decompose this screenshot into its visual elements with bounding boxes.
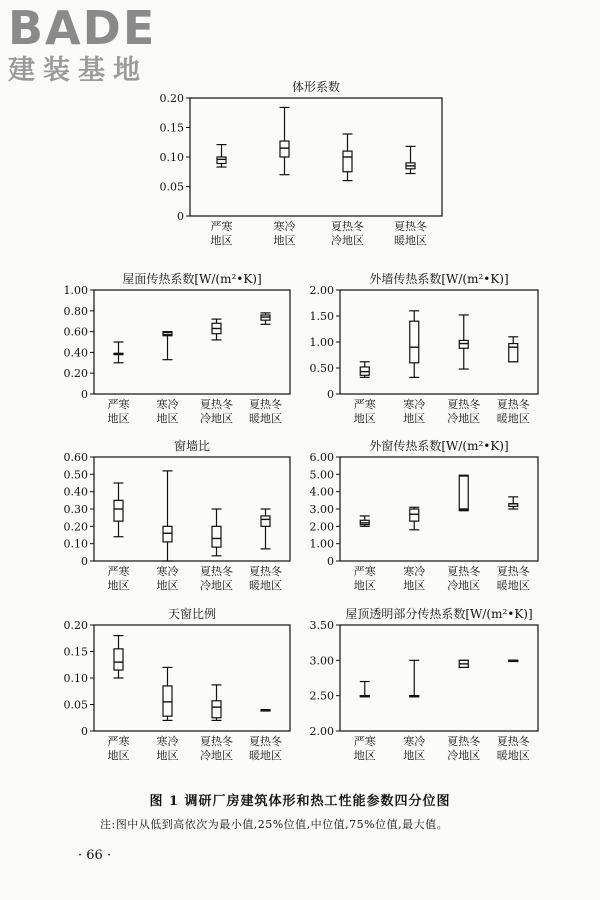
chart-title: 体形系数 — [291, 80, 341, 94]
x-category-label: 暖地区 — [496, 579, 530, 592]
x-category-label: 地区 — [353, 412, 376, 425]
box-iqr — [163, 526, 172, 542]
x-category-label: 夏热冬 — [249, 565, 282, 578]
y-tick-label: 0.20 — [63, 367, 88, 381]
box-iqr — [280, 141, 289, 157]
chart-title: 外墙传热系数[W/(m²•K)] — [369, 272, 509, 286]
x-category-label: 地区 — [403, 579, 426, 592]
y-tick-label: 0 — [81, 388, 88, 401]
x-category-label: 严寒 — [353, 398, 376, 411]
box-iqr — [163, 686, 172, 716]
x-category-label: 寒冷 — [403, 565, 426, 578]
chart-shape-coefficient — [150, 74, 450, 260]
chart-title: 屋面传热系数[W/(m²•K)] — [122, 272, 262, 286]
y-tick-label: 6.00 — [309, 451, 334, 464]
x-category-label: 地区 — [107, 412, 130, 425]
y-tick-label: 0.15 — [159, 121, 184, 135]
x-category-label: 冷地区 — [447, 579, 481, 592]
x-category-label: 寒冷 — [156, 565, 179, 578]
x-category-label: 地区 — [273, 234, 296, 247]
x-category-label: 地区 — [156, 749, 179, 762]
y-tick-label: 1.00 — [309, 537, 334, 551]
y-tick-label: 0.20 — [63, 619, 88, 632]
x-category-label: 冷地区 — [200, 579, 233, 592]
box-iqr — [410, 321, 419, 363]
y-tick-label: 0 — [327, 388, 334, 401]
y-tick-label: 0.50 — [63, 468, 88, 482]
x-category-label: 严寒 — [107, 735, 130, 748]
chart-title: 屋顶透明部分传热系数[W/(m²•K)] — [345, 607, 533, 621]
x-category-label: 地区 — [403, 749, 426, 762]
box-iqr — [459, 340, 468, 348]
y-tick-label: 4.00 — [309, 485, 334, 499]
figure-note: 注:图中从低到高依次为最小值,25%位值,中位值,75%位值,最大值。 — [100, 818, 449, 831]
box-iqr — [212, 526, 221, 547]
y-tick-label: 0.50 — [309, 362, 334, 375]
y-tick-label: 2.00 — [309, 520, 334, 534]
plot-frame — [340, 290, 538, 394]
chart-roof-heat-transfer — [52, 268, 296, 438]
x-category-label: 地区 — [353, 749, 376, 762]
box-iqr — [410, 509, 419, 521]
x-category-label: 冷地区 — [447, 412, 481, 425]
y-tick-label: 2.00 — [309, 725, 334, 738]
x-category-label: 严寒 — [107, 398, 130, 411]
y-tick-label: 0.05 — [63, 698, 88, 712]
y-tick-label: 0.20 — [63, 520, 88, 534]
box-iqr — [343, 151, 352, 172]
x-category-label: 夏热冬 — [394, 220, 427, 233]
x-category-label: 夏热冬 — [200, 565, 233, 578]
x-category-label: 寒冷 — [403, 398, 426, 411]
box-iqr — [212, 701, 221, 718]
y-tick-label: 1.00 — [63, 284, 88, 297]
x-category-label: 地区 — [210, 234, 233, 247]
y-tick-label: 0 — [177, 210, 184, 223]
y-tick-label: 0.20 — [159, 92, 184, 105]
x-category-label: 严寒 — [210, 220, 233, 233]
y-tick-label: 0 — [327, 555, 334, 568]
x-category-label: 暖地区 — [496, 749, 530, 762]
box-iqr — [114, 500, 123, 521]
y-tick-label: 0.40 — [63, 485, 88, 499]
chart-title: 窗墙比 — [173, 439, 211, 453]
y-tick-label: 0.05 — [159, 180, 184, 194]
x-category-label: 严寒 — [353, 565, 376, 578]
x-category-label: 夏热冬 — [447, 398, 481, 411]
y-tick-label: 0.40 — [63, 346, 88, 360]
box-iqr — [114, 649, 123, 670]
x-category-label: 寒冷 — [156, 398, 179, 411]
x-category-label: 地区 — [403, 412, 426, 425]
y-tick-label: 0.10 — [159, 151, 184, 164]
x-category-label: 夏热冬 — [496, 398, 530, 411]
x-category-label: 地区 — [156, 579, 179, 592]
x-category-label: 暖地区 — [249, 579, 282, 592]
x-category-label: 暖地区 — [394, 234, 427, 247]
x-category-label: 严寒 — [353, 735, 376, 748]
x-category-label: 冷地区 — [447, 749, 481, 762]
x-category-label: 寒冷 — [403, 735, 426, 748]
y-tick-label: 3.00 — [309, 654, 334, 668]
x-category-label: 夏热冬 — [200, 735, 233, 748]
box-iqr — [509, 344, 518, 362]
y-tick-label: 0.10 — [63, 672, 88, 685]
logo-wordmark: BADE — [8, 1, 157, 55]
x-category-label: 夏热冬 — [447, 565, 481, 578]
x-category-label: 地区 — [156, 412, 179, 425]
x-category-label: 夏热冬 — [496, 735, 530, 748]
chart-title: 外窗传热系数[W/(m²•K)] — [369, 439, 509, 453]
x-category-label: 冷地区 — [331, 234, 364, 247]
chart-window-heat-transfer — [300, 437, 544, 607]
x-category-label: 地区 — [353, 579, 376, 592]
x-category-label: 地区 — [107, 749, 130, 762]
y-tick-label: 3.50 — [309, 619, 334, 632]
y-tick-label: 1.00 — [309, 336, 334, 349]
chart-window-wall-ratio — [52, 437, 296, 607]
x-category-label: 夏热冬 — [249, 735, 282, 748]
y-tick-label: 0 — [81, 725, 88, 738]
x-category-label: 夏热冬 — [331, 220, 364, 233]
x-category-label: 夏热冬 — [249, 398, 282, 411]
y-tick-label: 2.00 — [309, 284, 334, 297]
y-tick-label: 1.50 — [309, 310, 334, 323]
x-category-label: 夏热冬 — [200, 398, 233, 411]
y-tick-label: 0.30 — [63, 503, 88, 516]
chart-roof-transparent-heat-transfer — [300, 605, 544, 775]
chart-wall-heat-transfer — [300, 268, 544, 438]
logo-subtitle: 建装基地 — [8, 55, 148, 86]
x-category-label: 严寒 — [107, 565, 130, 578]
x-category-label: 冷地区 — [200, 749, 233, 762]
box-iqr — [261, 516, 270, 526]
page-number: · 66 · — [78, 848, 112, 863]
x-category-label: 暖地区 — [249, 412, 282, 425]
x-category-label: 地区 — [107, 579, 130, 592]
y-tick-label: 0.15 — [63, 645, 88, 659]
x-category-label: 暖地区 — [496, 412, 530, 425]
x-category-label: 夏热冬 — [447, 735, 481, 748]
y-tick-label: 0.60 — [63, 451, 88, 464]
y-tick-label: 3.00 — [309, 503, 334, 516]
y-tick-label: 2.50 — [309, 689, 334, 703]
chart-skylight-ratio — [52, 605, 296, 775]
box-iqr — [459, 476, 468, 510]
x-category-label: 夏热冬 — [496, 565, 530, 578]
chart-title: 天窗比例 — [167, 607, 217, 621]
y-tick-label: 0.80 — [63, 304, 88, 318]
plot-frame — [340, 625, 538, 731]
y-tick-label: 5.00 — [309, 468, 334, 482]
x-category-label: 寒冷 — [273, 220, 296, 233]
box-iqr — [217, 157, 226, 163]
x-category-label: 寒冷 — [156, 735, 179, 748]
x-category-label: 冷地区 — [200, 412, 233, 425]
figure-caption: 图 1 调研厂房建筑体形和热工性能参数四分位图 — [149, 794, 451, 809]
y-tick-label: 0.10 — [63, 537, 88, 551]
plot-frame — [190, 98, 442, 216]
x-category-label: 暖地区 — [249, 749, 282, 762]
y-tick-label: 0.60 — [63, 325, 88, 339]
y-tick-label: 0 — [81, 555, 88, 568]
